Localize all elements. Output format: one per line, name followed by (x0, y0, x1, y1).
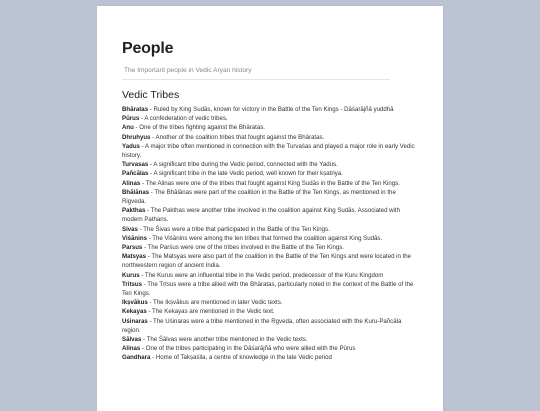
tribe-description: - Ruled by King Sudās, known for victory in the Battle of the Ten Kings - Dāśarājñā yuddhā (148, 106, 394, 113)
tribe-entry (122, 298, 417, 307)
tribe-entry (122, 335, 417, 344)
tribe-entry (122, 105, 417, 114)
tribe-name: Pañcālas (122, 170, 149, 178)
tribe-name: Parsus (122, 244, 143, 252)
tribe-entry (122, 123, 417, 132)
tribe-name: Matsyas (122, 253, 147, 261)
tribe-description: - The Matsyas were also part of the coalition in the Battle of the Ten Kings and were located in the northwestern region of ancient India. (122, 253, 412, 270)
tribe-name: Bhāratas (122, 106, 149, 113)
tribe-description: - Home of Takṣaśila, a centre of knowledge in the late Vedic period (150, 354, 332, 362)
divider (122, 79, 390, 80)
tribe-description: - The Tṛtsus were a tribe allied with the Bhāratas, particularly noted in the context of the Battle of the Ten Kings. (122, 280, 414, 298)
tribe-list (122, 105, 417, 363)
tribe-entry (122, 206, 417, 224)
tribe-name: Sivas (122, 225, 138, 233)
tribe-name: Bhālānas (122, 188, 150, 196)
tribe-description: - The Alinas were one of the tribes that fought against King Sudās in the Battle of the Ten Kings. (140, 179, 400, 187)
tribe-entry (122, 271, 417, 280)
tribe-description: - One of the tribes participating in the Dāśarājñā who were allied with the Pūrus (140, 345, 356, 353)
tribe-description: - A major tribe often mentioned in connection with the Turvaśas and played a major role in early Vedic history. (122, 142, 415, 160)
tribe-description: - One of the tribes fighting against the Bhāratas. (133, 124, 265, 132)
tribe-name: Alinas (122, 179, 141, 187)
tribe-entry (122, 280, 417, 298)
tribe-description: - The Uśinaras were a tribe mentioned in the Ṛgveda, often associated with the Kuru-Pañcāla region. (122, 317, 402, 334)
tribe-entry (122, 234, 417, 243)
tribe-entry (122, 353, 417, 362)
tribe-name: Turvasas (122, 161, 149, 169)
tribe-entry (122, 169, 417, 178)
tribe-entry (122, 114, 417, 123)
tribe-name: Gandhara (122, 354, 151, 362)
tribe-name: Dhruhyus (122, 133, 151, 141)
tribe-name: Alinas (122, 345, 141, 353)
tribe-name: Yadus (122, 142, 140, 150)
tribe-name: Kurus (122, 271, 140, 279)
tribe-description: - A confederation of vedic tribes. (139, 115, 228, 123)
tribe-entry (122, 252, 417, 270)
tribe-description: - The Parśus were one of the tribes involved in the Battle of the Ten Kings. (142, 244, 344, 252)
tribe-description: - The Pakthas were another tribe involved in the coalition against King Sudās. Associated with modern Pathans. (122, 207, 400, 224)
tribe-description: - The Bhālānas were part of the coalition in the Battle of the Ten Kings, as mentioned in the Rigveda. (122, 188, 396, 206)
section-heading: Vedic Tribes (122, 89, 180, 101)
tribe-entry (122, 344, 417, 353)
tribe-name: Sālvas (122, 336, 142, 344)
tribe-name: Kekayas (122, 308, 147, 316)
tribe-entry (122, 225, 417, 234)
tribe-name: Pakthas (122, 207, 146, 215)
tribe-description: - The Ikṣvākus are mentioned in later Vedic texts. (147, 299, 283, 307)
tribe-name: Tritsus (122, 280, 142, 288)
tribe-entry (122, 142, 417, 160)
tribe-name: Uśinaras (122, 317, 148, 325)
tribe-entry (122, 160, 417, 169)
tribe-entry (122, 179, 417, 188)
tribe-entry (122, 317, 417, 335)
tribe-description: - The Viśānins were among the ten tribes that formed the coalition against King Sudās. (146, 234, 383, 242)
tribe-name: Anu (122, 124, 134, 132)
tribe-entry (122, 243, 417, 252)
tribe-description: - A significant tribe during the Vedic period, connected with the Yadus. (148, 161, 338, 169)
tribe-description: - Another of the coalition tribes that fought against the Bhāratas. (150, 133, 325, 141)
tribe-description: - The Kurus were an influential tribe in the Vedic period, predecessor of the Kuru Kingdom (139, 271, 384, 279)
tribe-entry (122, 188, 417, 206)
tribe-name: Ikṣvākus (122, 299, 148, 307)
page-subtitle: The Important people in Vedic Aryan history (124, 67, 252, 74)
tribe-entry (122, 133, 417, 142)
page-title: People (122, 40, 174, 57)
tribe-description: - The Kekayas are mentioned in the Vedic text. (146, 308, 275, 316)
tribe-entry (122, 307, 417, 316)
content-card (97, 6, 443, 411)
tribe-description: - The Śivas were a tribe that participated in the Battle of the Ten Kings. (137, 225, 330, 233)
tribe-name: Pūrus (122, 115, 140, 123)
tribe-description: - The Śālvas were another tribe mentioned in the Vedic texts. (141, 336, 308, 344)
tribe-name: Viśānins (122, 234, 147, 242)
tribe-description: - A significant tribe in the late Vedic period, well known for their kṣatriya. (148, 170, 343, 178)
